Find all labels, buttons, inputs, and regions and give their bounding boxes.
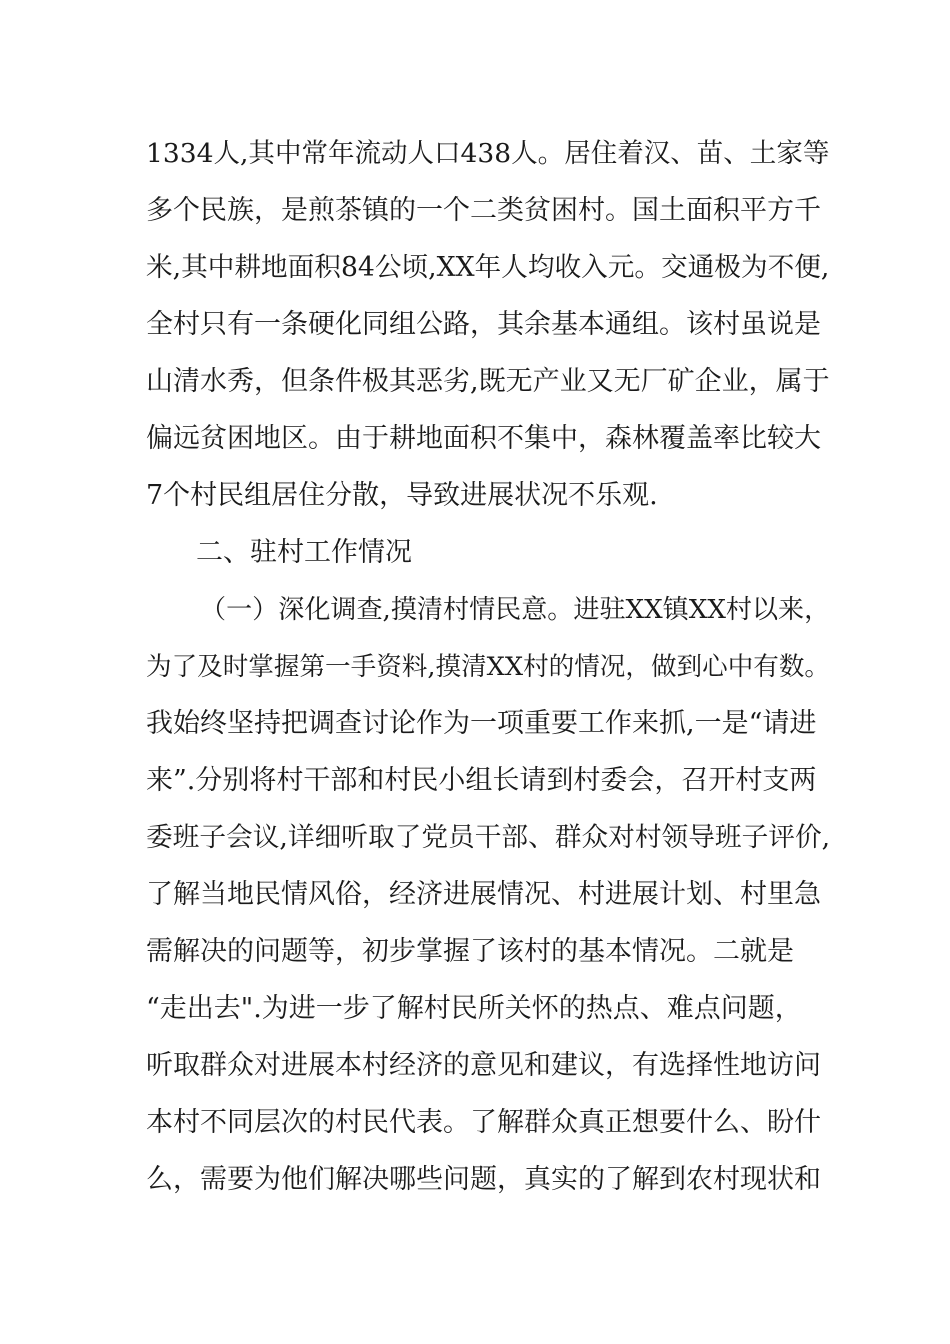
text-line: 委班子会议,详细听取了党员干部、群众对村领导班子评价, (146, 822, 831, 853)
text-line: 么，需要为他们解决哪些问题，真实的了解到农村现状和 (146, 1164, 821, 1195)
paragraph-start: （一）深化调查,摸清村情民意。进驻XX镇XX村以来， (200, 595, 831, 625)
section-heading: 二、驻村工作情况 (196, 537, 412, 568)
text-line: 本村不同层次的村民代表。了解群众真正想要什么、盼什 (146, 1107, 821, 1138)
text-line: 听取群众对进展本村经济的意见和建议，有选择性地访问 (146, 1050, 821, 1081)
text-line: 米,其中耕地面积84公顷,XX年人均收入元。交通极为不便, (146, 252, 830, 283)
text-line: 1334人,其中常年流动人口438人。居住着汉、苗、土家等 (146, 138, 830, 169)
text-line: 偏远贫困地区。由于耕地面积不集中，森林覆盖率比较大 (146, 423, 821, 454)
text-line: 多个民族，是煎茶镇的一个二类贫困村。国土面积平方千 (146, 195, 821, 226)
text-line: 来”.分别将村干部和村民小组长请到村委会，召开村支两 (146, 765, 817, 796)
text-line: 全村只有一条硬化同组公路，其余基本通组。该村虽说是 (146, 309, 821, 340)
text-line: “走出去".为进一步了解村民所关怀的热点、难点问题， (146, 993, 802, 1024)
text-line: 为了及时掌握第一手资料,摸清XX村的情况，做到心中有数。 (146, 652, 830, 682)
text-line: 山清水秀，但条件极其恶劣,既无产业又无厂矿企业，属于 (146, 366, 830, 397)
text-line: 7个村民组居住分散，导致进展状况不乐观. (146, 480, 658, 511)
text-line: 需解决的问题等，初步掌握了该村的基本情况。二就是 (146, 936, 794, 967)
text-line: 我始终坚持把调查讨论作为一项重要工作来抓,一是“请进 (146, 708, 817, 739)
text-line: 了解当地民情风俗，经济进展情况、村进展计划、村里急 (146, 879, 821, 910)
